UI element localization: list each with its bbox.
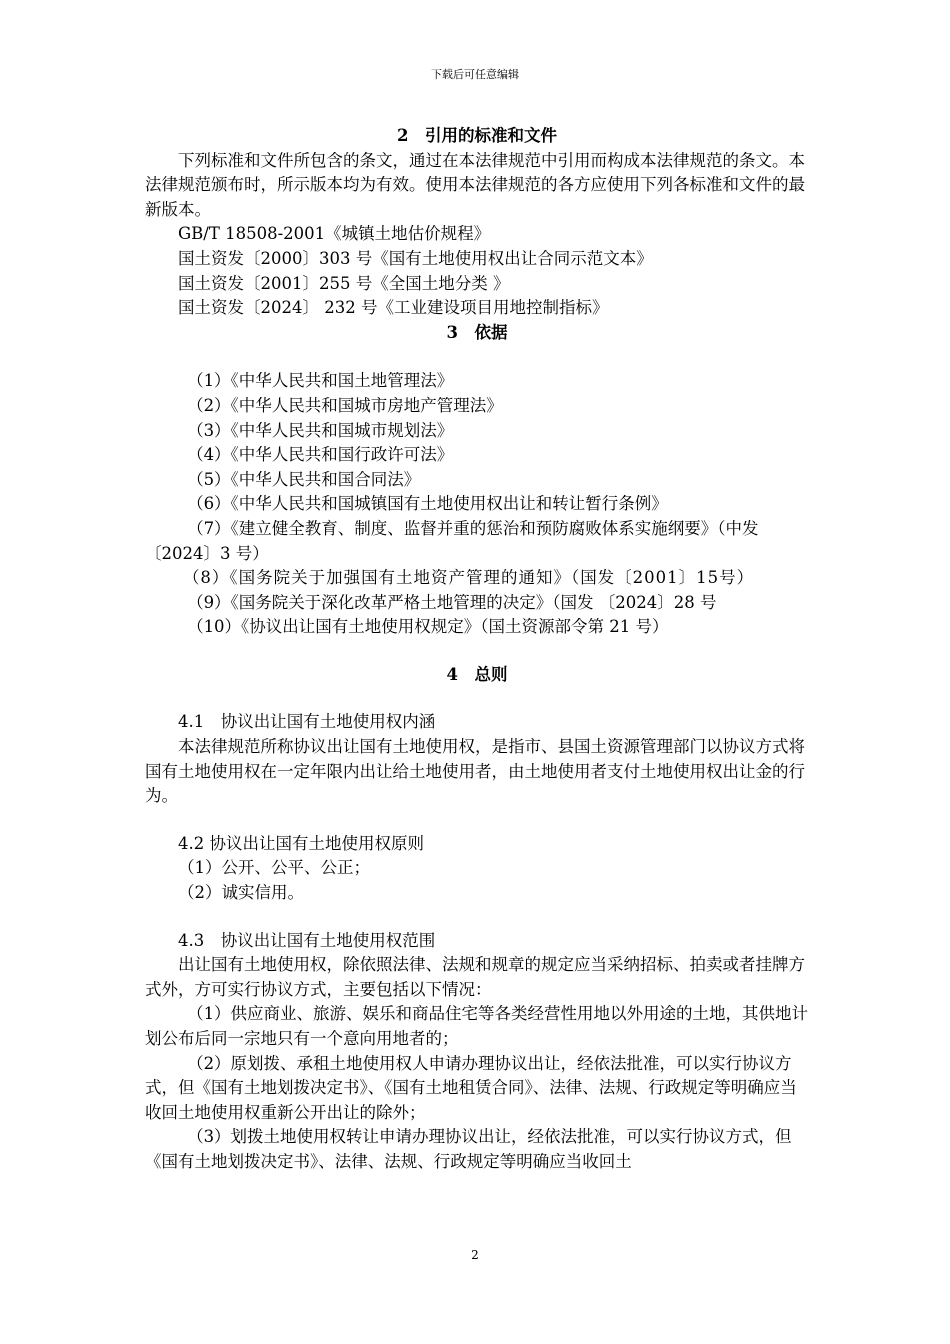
basis-item: （6）《中华人民共和国城镇国有土地使用权出让和转让暂行条例》	[187, 494, 668, 514]
spacer	[145, 906, 809, 929]
section-2-heading: 2 引用的标准和文件	[397, 126, 557, 145]
reference-item: 国土资发〔2000〕303 号《国有土地使用权出让合同示范文本》	[178, 248, 653, 268]
reference-item: 国土资发〔2001〕255 号《全国土地分类 》	[178, 273, 510, 293]
subsection-4-1-body: 本法律规范所称协议出让国有土地使用权，是指市、县国土资源管理部门以协议方式将国有土地使用权在一定年限内出让给土地使用者，由土地使用者支付土地使用权出让金的行为。	[145, 737, 805, 806]
scope-item: （2）原划拨、承租土地使用权人申请办理协议出让，经依法批准，可以实行协议方式，但《国有土地划拨决定书》、《国有土地租赁合同》、法律、法规、行政规定等明确应当收回土地使用权重新公开出让的除外；	[145, 1053, 797, 1122]
scope-item: （1）供应商业、旅游、娱乐和商品住宅等各类经营性用地以外用途的土地，其供地计划公布后同一宗地只有一个意向用地者的；	[145, 1004, 809, 1048]
spacer	[145, 687, 809, 710]
basis-item: （4）《中华人民共和国行政许可法》	[187, 445, 454, 465]
basis-item: （2）《中华人民共和国城市房地产管理法》	[187, 395, 503, 415]
section-4-heading: 4 总则	[446, 664, 508, 684]
principle-item: （1）公开、公平、公正；	[178, 858, 370, 878]
spacer	[145, 809, 809, 832]
section-3-heading: 3 依据	[446, 322, 508, 342]
basis-item: （10）《协议出让国有土地使用权规定》（国土资源部令第 21 号）	[187, 617, 669, 637]
reference-item: 国土资发〔2024〕 232 号《工业建设项目用地控制指标》	[178, 298, 609, 318]
subsection-4-1-title: 4.1 协议出让国有土地使用权内涵	[178, 712, 436, 732]
page-number: 2	[471, 1248, 479, 1262]
page-header: 下载后可任意编辑	[431, 68, 519, 81]
subsection-4-3-title: 4.3 协议出让国有土地使用权范围	[178, 930, 436, 950]
principle-item: （2）诚实信用。	[178, 883, 304, 903]
subsection-4-2-title: 4.2 协议出让国有土地使用权原则	[178, 833, 424, 853]
subsection-4-3-body: 出让国有土地使用权，除依照法律、法规和规章的规定应当采纳招标、拍卖或者挂牌方式外，方可实行协议方式，主要包括以下情况：	[145, 955, 805, 999]
scope-item: （3）划拨土地使用权转让申请办理协议出让，经依法批准，可以实行协议方式，但《国有土地划拨决定书》、法律、法规、行政规定等明确应当收回土	[145, 1127, 792, 1171]
section-2-intro: 下列标准和文件所包含的条文，通过在本法律规范中引用而构成本法律规范的条文。本法律规范颁布时，所示版本均为有效。使用本法律规范的各方应使用下列各标准和文件的最新版本。	[145, 150, 805, 219]
spacer	[145, 640, 809, 663]
reference-item: GB/T 18508-2001《城镇土地估价规程》	[178, 224, 491, 244]
basis-item: （3）《中华人民共和国城市规划法》	[187, 420, 454, 440]
basis-item: （1）《中华人民共和国土地管理法》	[187, 371, 454, 391]
spacer	[145, 345, 809, 369]
basis-item: （5）《中华人民共和国合同法》	[187, 469, 421, 489]
basis-item: （8）《国务院关于加强国有土地资产管理的通知》（国发〔2001〕15号）	[182, 568, 755, 588]
basis-item: （7）《建立健全教育、制度、监督并重的惩治和预防腐败体系实施纲要》（中发〔2024〕3 号）	[145, 518, 759, 563]
basis-item: （9）《国务院关于深化改革严格土地管理的决定》（国发 〔2024〕28 号	[187, 592, 717, 612]
document-body	[145, 124, 809, 1175]
